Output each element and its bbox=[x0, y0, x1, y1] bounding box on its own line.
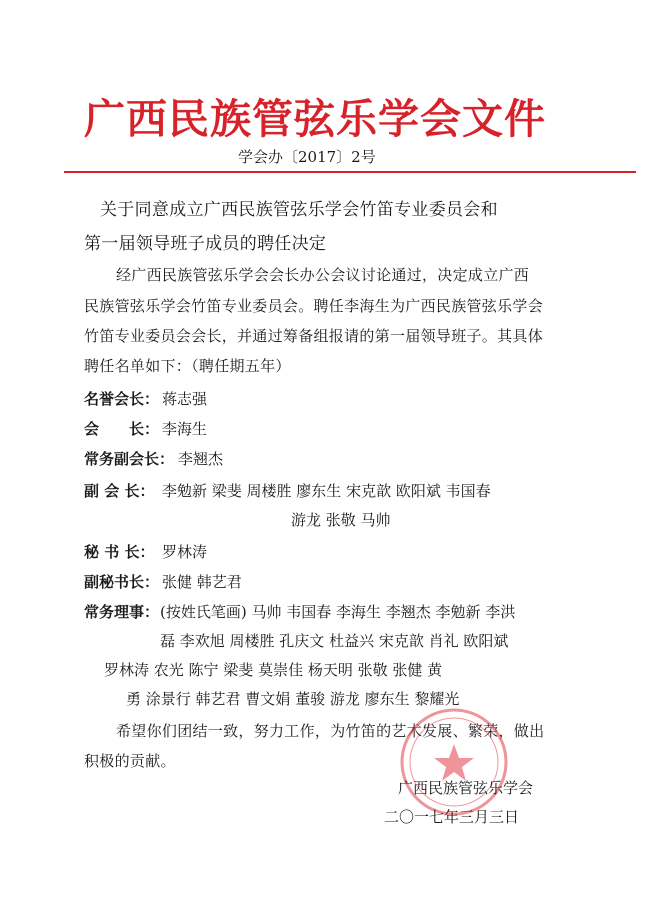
closing-line-2: 积极的贡献。 bbox=[84, 752, 176, 770]
executive-vp-label: 常务副会长： bbox=[84, 450, 175, 468]
deputy-secretary-label: 副秘书长： bbox=[84, 573, 160, 591]
body-line-3: 竹笛专业委员会会长，并通过筹备组报请的第一届领导班子。其具体 bbox=[84, 327, 544, 345]
closing-line-1: 希望你们团结一致，努力工作，为竹笛的艺术发展、繁荣，做出 bbox=[116, 722, 545, 740]
president-label: 会 长： bbox=[84, 420, 160, 438]
executive-vp-name: 李翘杰 bbox=[178, 450, 224, 468]
honorary-president-label: 名誉会长： bbox=[84, 390, 160, 408]
official-seal-stamp-icon bbox=[398, 706, 510, 818]
header-divider-rule bbox=[64, 171, 636, 173]
body-line-2: 民族管弦乐学会竹笛专业委员会。聘任李海生为广西民族管弦乐学会 bbox=[84, 297, 544, 315]
document-number: 学会办〔2017〕2号 bbox=[238, 148, 376, 166]
secretary-general-label: 秘 书 长： bbox=[84, 543, 155, 561]
standing-directors-line-3: 罗林涛 农光 陈宁 梁斐 莫崇佳 杨天明 张敬 张健 黄 bbox=[104, 661, 443, 679]
body-line-4: 聘任名单如下：（聘任期五年） bbox=[84, 357, 291, 375]
signature-date: 二〇一七年三月三日 bbox=[384, 808, 520, 826]
vice-presidents-line-1: 李勉新 梁斐 周楼胜 廖东生 宋克歆 欧阳斌 韦国春 bbox=[162, 482, 491, 500]
deputy-secretary-names: 张健 韩艺君 bbox=[162, 573, 242, 591]
president-name: 李海生 bbox=[162, 420, 208, 438]
document-header-title: 广西民族管弦乐学会文件 bbox=[84, 95, 546, 143]
signature-organization: 广西民族管弦乐学会 bbox=[398, 779, 534, 797]
subject-line-2: 第一届领导班子成员的聘任决定 bbox=[84, 234, 327, 254]
secretary-general-name: 罗林涛 bbox=[162, 543, 208, 561]
standing-directors-line-2: 磊 李欢旭 周楼胜 孔庆文 杜益兴 宋克歆 肖礼 欧阳斌 bbox=[160, 632, 509, 650]
standing-directors-line-4: 勇 涂景行 韩艺君 曹文娟 董骏 游龙 廖东生 黎耀光 bbox=[126, 690, 460, 708]
body-line-1: 经广西民族管弦乐学会会长办公会议讨论通过，决定成立广西 bbox=[116, 266, 530, 284]
honorary-president-name: 蒋志强 bbox=[162, 390, 208, 408]
subject-line-1: 关于同意成立广西民族管弦乐学会竹笛专业委员会和 bbox=[100, 200, 498, 220]
vice-presidents-line-2: 游龙 张敬 马帅 bbox=[291, 511, 391, 529]
standing-directors-label: 常务理事： bbox=[84, 603, 160, 621]
standing-directors-line-1: (按姓氏笔画) 马帅 韦国春 李海生 李翘杰 李勉新 李洪 bbox=[160, 603, 516, 621]
vice-presidents-label: 副 会 长： bbox=[84, 482, 155, 500]
